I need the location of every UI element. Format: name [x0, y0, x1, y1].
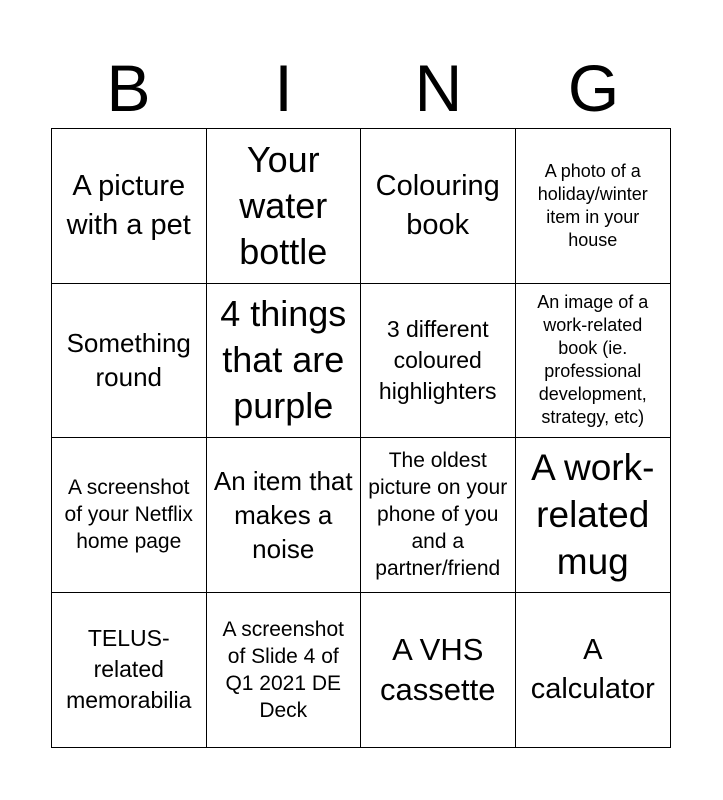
- bingo-cell-r3c1[interactable]: [52, 438, 207, 593]
- bingo-cell-text: Something round: [66, 328, 191, 393]
- bingo-cell-text: A work-related mug: [531, 447, 655, 583]
- bingo-cell-text: An image of a work-related book (ie. professional development, strategy, etc): [537, 292, 649, 428]
- bingo-cell-text: 3 different coloured highlighters: [378, 315, 497, 404]
- header-letter-g: G: [567, 51, 620, 125]
- bingo-cell-text: The oldest picture on your phone of you and a partner/friend: [368, 449, 508, 581]
- bingo-cell-r4c3[interactable]: [361, 593, 516, 748]
- bingo-board: [51, 128, 671, 748]
- bingo-cell-text: A picture with a pet: [66, 169, 191, 241]
- bingo-header: [51, 50, 671, 128]
- header-letter-n: N: [414, 51, 463, 125]
- bingo-cell-text: Your water bottle: [239, 138, 328, 272]
- header-letter-b: B: [106, 51, 151, 125]
- bingo-cell-text: 4 things that are purple: [220, 293, 347, 427]
- bingo-cell-text: A calculator: [530, 633, 655, 705]
- bingo-cell-text: A photo of a holiday/winter item in your house: [537, 160, 648, 250]
- bingo-cell-r2c4[interactable]: [516, 284, 671, 439]
- bingo-cell-r3c3[interactable]: [361, 438, 516, 593]
- header-letter-i: I: [274, 51, 293, 125]
- bingo-cell-r1c4[interactable]: [516, 129, 671, 284]
- bingo-cell-r4c1[interactable]: [52, 593, 207, 748]
- bingo-cell-r1c2[interactable]: [207, 129, 362, 284]
- bingo-cell-r2c2[interactable]: [207, 284, 362, 439]
- bingo-cell-r4c4[interactable]: [516, 593, 671, 748]
- bingo-cell-r4c2[interactable]: [207, 593, 362, 748]
- bingo-cell-r1c1[interactable]: [52, 129, 207, 284]
- bingo-cell-text: A screenshot of your Netflix home page: [64, 476, 193, 554]
- bingo-cell-text: TELUS-related memorabilia: [66, 625, 192, 714]
- bingo-cell-r1c3[interactable]: [361, 129, 516, 284]
- bingo-cell-text: An item that makes a noise: [213, 465, 353, 564]
- bingo-cell-r3c2[interactable]: [207, 438, 362, 593]
- bingo-cell-r2c3[interactable]: [361, 284, 516, 439]
- bingo-cell-r2c1[interactable]: [52, 284, 207, 439]
- bingo-cell-text: A VHS cassette: [380, 631, 496, 707]
- bingo-cell-text: A screenshot of Slide 4 of Q1 2021 DE Deck: [222, 617, 344, 722]
- bingo-cell-r3c4[interactable]: [516, 438, 671, 593]
- bingo-cell-text: Colouring book: [375, 169, 500, 241]
